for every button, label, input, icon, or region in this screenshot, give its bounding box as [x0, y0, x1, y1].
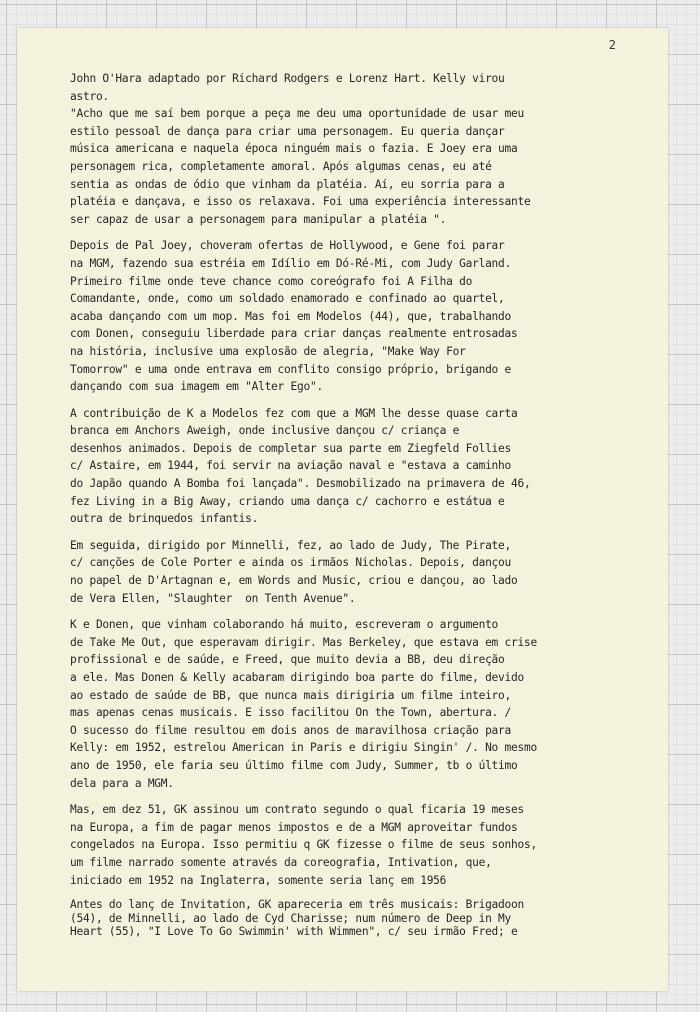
text-line: a ele. Mas Donen & Kelly acabaram dirigindo boa parte do filme, devido [70, 671, 524, 684]
text-line: Primeiro filme onde teve chance como coreógrafo foi A Filha do [70, 274, 473, 288]
text-line: sentia as ondas de ódio que vinham da platéia. Aí, eu sorria para a [70, 177, 505, 191]
text-line: fez Living in a Big Away, criando uma dança c/ cachorro e estátua e [70, 494, 505, 508]
text-line: Tomorrow" e uma onde entrava em conflito consigo próprio, brigando e [70, 362, 512, 376]
text-line: A contribuição de K a Modelos fez com que a MGM lhe desse quase carta [70, 406, 518, 420]
paragraph [70, 616, 630, 792]
text-line: platéia e dançava, e isso os relaxava. Foi uma experiência interessante [70, 195, 531, 209]
page-body [70, 70, 630, 948]
text-line: ser capaz de usar a personagem para manipular a platéia ". [70, 212, 447, 226]
text-line: um filme narrado somente através da coreografia, Intivation, que, [70, 855, 492, 869]
paragraph [70, 537, 630, 607]
text-line: branca em Anchors Aweigh, onde inclusive dançou c/ criança e [70, 424, 460, 438]
text-line: mas apenas cenas musicais. E isso facilitou On the Town, abertura. / [70, 706, 512, 720]
text-line: profissional e de saúde, e Freed, que muito devia a BB, deu direção [70, 653, 505, 667]
text-line: congelados na Europa. Isso permitiu q GK fizesse o filme de seus sonhos, [70, 838, 537, 852]
text-line: do Japão quando A Bomba foi lançada". Desmobilizado na primavera de 46, [70, 477, 531, 491]
text-line: dançando com sua imagem em "Alter Ego". [70, 380, 323, 394]
text-line: de Vera Ellen, "Slaughter on Tenth Avenue". [70, 591, 356, 605]
text-line: dela para a MGM. [70, 776, 174, 790]
page-number: 2 [608, 38, 616, 52]
text-line: desenhos animados. Depois de completar sua parte em Ziegfeld Follies [70, 441, 512, 455]
text-line: c/ Astaire, em 1944, foi servir na aviação naval e "estava a caminho [70, 459, 512, 473]
paragraph [70, 801, 630, 889]
text-line: "Acho que me saí bem porque a peça me deu uma oportunidade de usar meu [70, 107, 524, 121]
text-line: Kelly: em 1952, estrelou American in Paris e dirigiu Singin' /. No mesmo [70, 741, 537, 755]
text-line: Heart (55), "I Love To Go Swimmin' with Wimmen", c/ seu irmão Fred; e [70, 925, 518, 939]
text-line: Comandante, onde, como um soldado enamorado e confinado ao quartel, [70, 292, 505, 306]
text-line: astro. [70, 89, 109, 103]
text-line: no papel de D'Artagnan e, em Words and Music, criou e dançou, ao lado [70, 574, 518, 588]
text-line: estilo pessoal de dança para criar uma personagem. Eu queria dançar [70, 124, 505, 138]
text-line: ano de 1950, ele faria seu último filme com Judy, Summer, tb o último [70, 758, 518, 772]
text-line: c/ canções de Cole Porter e ainda os irmãos Nicholas. Depois, dançou [70, 556, 512, 570]
paragraph [70, 70, 630, 228]
text-line: com Donen, conseguiu liberdade para criar danças realmente entrosadas [70, 327, 518, 341]
text-line: iniciado em 1952 na Inglaterra, somente seria lanç em 1956 [70, 873, 447, 887]
paragraph [70, 898, 630, 939]
text-line: Antes do lanç de Invitation, GK apareceria em três musicais: Brigadoon [70, 898, 524, 912]
text-line: acaba dançando com um mop. Mas foi em Modelos (44), que, trabalhando [70, 309, 512, 323]
text-line: na história, inclusive uma explosão de alegria, "Make Way For [70, 344, 466, 358]
typewritten-page [17, 28, 668, 991]
text-line: na Europa, a fim de pagar menos impostos e de a MGM aproveitar fundos [70, 820, 518, 834]
text-line: Mas, em dez 51, GK assinou um contrato segundo o qual ficaria 19 meses [70, 803, 524, 817]
text-line: ao estado de saúde de BB, que nunca mais dirigiria um filme inteiro, [70, 688, 512, 702]
text-line: de Take Me Out, que esperavam dirigir. Mas Berkeley, que estava em crise [70, 635, 537, 649]
text-line: música americana e naquela época ninguém mais o fazia. E Joey era uma [70, 142, 518, 156]
text-line: K e Donen, que vinham colaborando há muito, escreveram o argumento [70, 618, 499, 632]
text-line: Em seguida, dirigido por Minnelli, fez, ao lado de Judy, The Pirate, [70, 538, 512, 552]
text-line: John O'Hara adaptado por Richard Rodgers e Lorenz Hart. Kelly virou [70, 72, 505, 85]
text-line: (54), de Minnelli, ao lado de Cyd Charisse; num número de Deep in My [70, 911, 512, 925]
text-line: O sucesso do filme resultou em dois anos de maravilhosa criação para [70, 723, 512, 737]
text-line: na MGM, fazendo sua estréia em Idílio em Dó-Ré-Mi, com Judy Garland. [70, 256, 512, 270]
paragraph [70, 237, 630, 395]
paragraph [70, 405, 630, 528]
text-line: personagem rica, completamente amoral. Após algumas cenas, eu até [70, 159, 492, 173]
text-line: outra de brinquedos infantis. [70, 512, 259, 526]
text-line: Depois de Pal Joey, choveram ofertas de Hollywood, e Gene foi parar [70, 239, 505, 253]
